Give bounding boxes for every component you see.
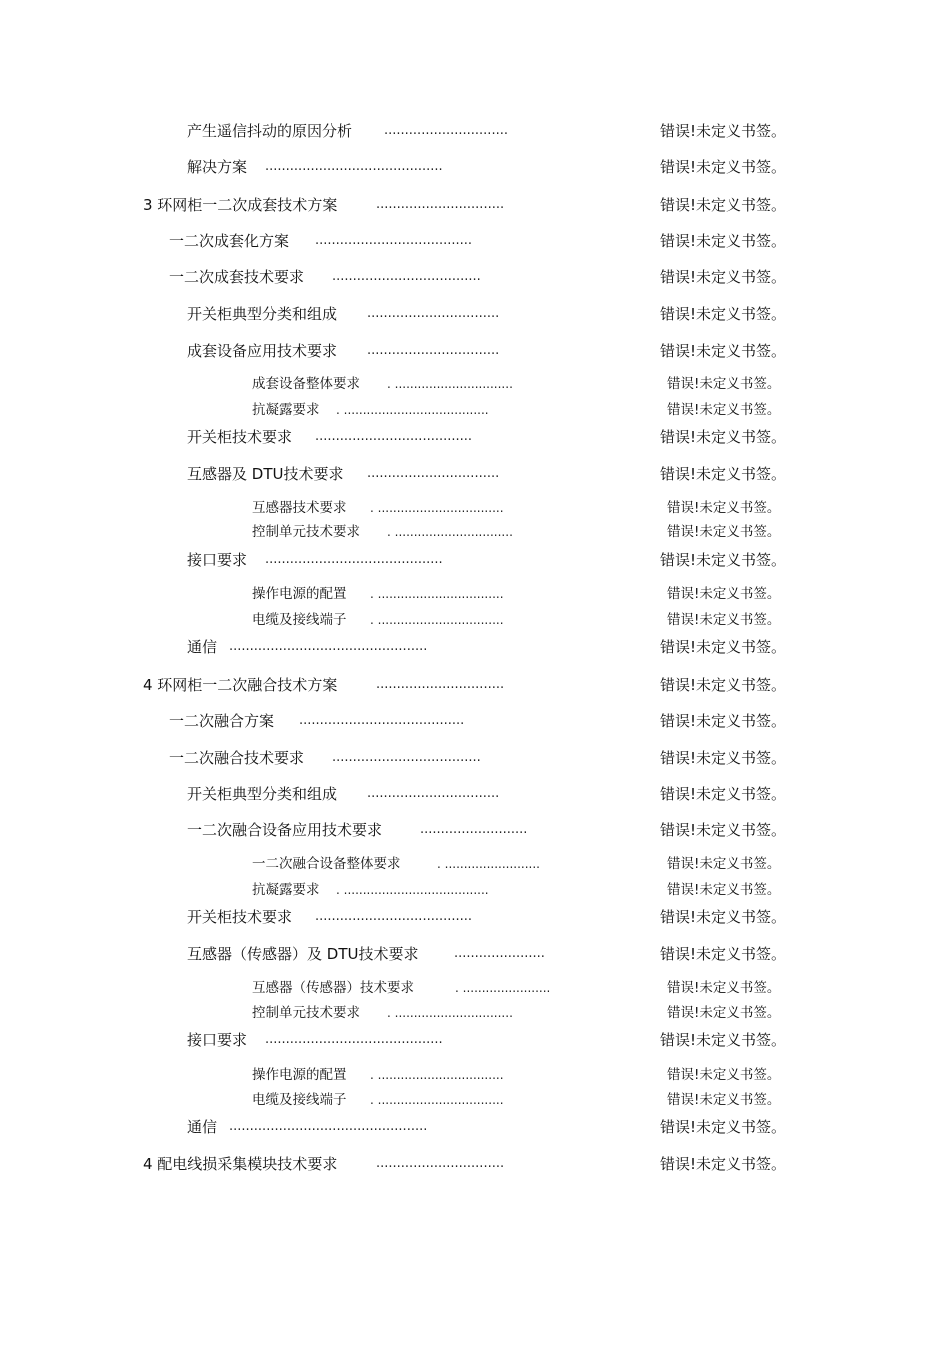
toc-leader-dots: .................................... bbox=[332, 269, 481, 284]
toc-entry-title: 互感器（传感器）及 DTU技术要求 bbox=[187, 945, 419, 963]
toc-leader-dots: ...................... bbox=[454, 946, 545, 961]
toc-entry-title: 成套设备应用技术要求 bbox=[187, 342, 338, 360]
toc-entry-title: 抗凝露要求 bbox=[252, 882, 320, 898]
toc-leader-dots: ............................... bbox=[376, 677, 505, 692]
toc-entry-title: 解决方案 bbox=[187, 158, 248, 176]
toc-entry-title: 控制单元技术要求 bbox=[252, 1005, 360, 1021]
toc-entry-title: 操作电源的配置 bbox=[252, 586, 347, 602]
toc-leader-dots: ................................ bbox=[367, 786, 500, 801]
toc-leader-dots: ...................................... bbox=[315, 909, 473, 924]
toc-page-ref: 错误!未定义书签。 bbox=[660, 342, 787, 360]
toc-leader-dots: ................................................ bbox=[229, 1119, 428, 1134]
toc-leader-dots: . ............................... bbox=[387, 377, 513, 391]
toc-page-ref: 错误!未定义书签。 bbox=[660, 908, 787, 926]
toc-leader-dots: ........................................... bbox=[265, 552, 443, 567]
toc-leader-dots: .............................. bbox=[384, 123, 508, 138]
toc-page-ref: 错误!未定义书签。 bbox=[660, 749, 787, 767]
toc-page-ref: 错误!未定义书签。 bbox=[667, 586, 781, 602]
toc-page-ref: 错误!未定义书签。 bbox=[667, 402, 781, 418]
toc-page-ref: 错误!未定义书签。 bbox=[667, 612, 781, 628]
toc-leader-dots: . ................................. bbox=[370, 613, 504, 627]
toc-entry-title: 互感器（传感器）技术要求 bbox=[252, 980, 414, 996]
toc-page-ref: 错误!未定义书签。 bbox=[660, 232, 787, 250]
toc-entry-title: 互感器及 DTU技术要求 bbox=[187, 465, 344, 483]
toc-leader-dots: . ....................... bbox=[455, 981, 551, 995]
toc-page-ref: 错误!未定义书签。 bbox=[667, 1067, 781, 1083]
toc-page-ref: 错误!未定义书签。 bbox=[667, 980, 781, 996]
toc-leader-dots: ...................................... bbox=[315, 429, 473, 444]
toc-page-ref: 错误!未定义书签。 bbox=[667, 1005, 781, 1021]
toc-entry-title: 一二次融合设备整体要求 bbox=[252, 856, 401, 872]
toc-leader-dots: . ............................... bbox=[387, 525, 513, 539]
toc-leader-dots: ...................................... bbox=[315, 233, 473, 248]
toc-entry-title: 一二次成套化方案 bbox=[169, 232, 290, 250]
toc-page-ref: 错误!未定义书签。 bbox=[667, 882, 781, 898]
toc-page-ref: 错误!未定义书签。 bbox=[660, 712, 787, 730]
toc-page-ref: 错误!未定义书签。 bbox=[660, 268, 787, 286]
toc-entry-title: 4 配电线损采集模块技术要求 bbox=[143, 1155, 338, 1173]
toc-page-ref: 错误!未定义书签。 bbox=[660, 428, 787, 446]
toc-entry-title: 接口要求 bbox=[187, 1031, 248, 1049]
toc-page-ref: 错误!未定义书签。 bbox=[660, 122, 787, 140]
toc-entry-title: 3 环网柜一二次成套技术方案 bbox=[143, 196, 338, 214]
toc-page-ref: 错误!未定义书签。 bbox=[660, 305, 787, 323]
toc-page-ref: 错误!未定义书签。 bbox=[660, 785, 787, 803]
toc-page-ref: 错误!未定义书签。 bbox=[667, 376, 781, 392]
toc-leader-dots: . ................................. bbox=[370, 501, 504, 515]
toc-leader-dots: .................................... bbox=[332, 750, 481, 765]
toc-entry-title: 4 环网柜一二次融合技术方案 bbox=[143, 676, 338, 694]
toc-entry-title: 通信 bbox=[187, 638, 218, 656]
toc-entry-title: 抗凝露要求 bbox=[252, 402, 320, 418]
toc-leader-dots: ................................ bbox=[367, 306, 500, 321]
toc-leader-dots: ............................... bbox=[376, 197, 505, 212]
toc-entry-title: 开关柜技术要求 bbox=[187, 428, 293, 446]
toc-page-ref: 错误!未定义书签。 bbox=[660, 676, 787, 694]
toc-entry-title: 电缆及接线端子 bbox=[252, 1092, 347, 1108]
toc-page-ref: 错误!未定义书签。 bbox=[667, 500, 781, 516]
toc-page-ref: 错误!未定义书签。 bbox=[660, 551, 787, 569]
toc-entry-title: 互感器技术要求 bbox=[252, 500, 347, 516]
toc-leader-dots: ................................................ bbox=[229, 639, 428, 654]
toc-entry-title: 电缆及接线端子 bbox=[252, 612, 347, 628]
toc-leader-dots: . ...................................... bbox=[336, 403, 489, 417]
toc-leader-dots: ........................................... bbox=[265, 1032, 443, 1047]
toc-page-ref: 错误!未定义书签。 bbox=[660, 196, 787, 214]
toc-leader-dots: . ................................. bbox=[370, 1068, 504, 1082]
toc-entry-title: 一二次融合方案 bbox=[169, 712, 275, 730]
toc-page-ref: 错误!未定义书签。 bbox=[660, 638, 787, 656]
toc-page-ref: 错误!未定义书签。 bbox=[660, 821, 787, 839]
toc-leader-dots: ................................ bbox=[367, 466, 500, 481]
toc-leader-dots: .......................... bbox=[420, 822, 528, 837]
toc-page-ref: 错误!未定义书签。 bbox=[660, 465, 787, 483]
toc-entry-title: 操作电源的配置 bbox=[252, 1067, 347, 1083]
toc-entry-title: 开关柜典型分类和组成 bbox=[187, 785, 338, 803]
toc-entry-title: 开关柜典型分类和组成 bbox=[187, 305, 338, 323]
toc-leader-dots: . ...................................... bbox=[336, 883, 489, 897]
toc-leader-dots: . ................................. bbox=[370, 1093, 504, 1107]
toc-entry-title: 一二次融合设备应用技术要求 bbox=[187, 821, 383, 839]
toc-leader-dots: ................................ bbox=[367, 343, 500, 358]
toc-entry-title: 一二次成套技术要求 bbox=[169, 268, 305, 286]
toc-page-ref: 错误!未定义书签。 bbox=[660, 158, 787, 176]
toc-page-ref: 错误!未定义书签。 bbox=[660, 945, 787, 963]
toc-leader-dots: . ................................. bbox=[370, 587, 504, 601]
toc-entry-title: 产生遥信抖动的原因分析 bbox=[187, 122, 353, 140]
toc-entry-title: 通信 bbox=[187, 1118, 218, 1136]
toc-page-ref: 错误!未定义书签。 bbox=[660, 1118, 787, 1136]
toc-page-ref: 错误!未定义书签。 bbox=[667, 1092, 781, 1108]
toc-leader-dots: ........................................ bbox=[299, 713, 465, 728]
toc-page-ref: 错误!未定义书签。 bbox=[667, 856, 781, 872]
toc-page-ref: 错误!未定义书签。 bbox=[660, 1031, 787, 1049]
toc-page-ref: 错误!未定义书签。 bbox=[660, 1155, 787, 1173]
toc-entry-title: 开关柜技术要求 bbox=[187, 908, 293, 926]
toc-entry-title: 成套设备整体要求 bbox=[252, 376, 360, 392]
toc-leader-dots: ........................................... bbox=[265, 159, 443, 174]
toc-entry-title: 控制单元技术要求 bbox=[252, 524, 360, 540]
toc-leader-dots: . ......................... bbox=[437, 857, 540, 871]
toc-entry-title: 接口要求 bbox=[187, 551, 248, 569]
toc-leader-dots: . ............................... bbox=[387, 1006, 513, 1020]
toc-entry-title: 一二次融合技术要求 bbox=[169, 749, 305, 767]
toc-leader-dots: ............................... bbox=[376, 1156, 505, 1171]
toc-page-ref: 错误!未定义书签。 bbox=[667, 524, 781, 540]
